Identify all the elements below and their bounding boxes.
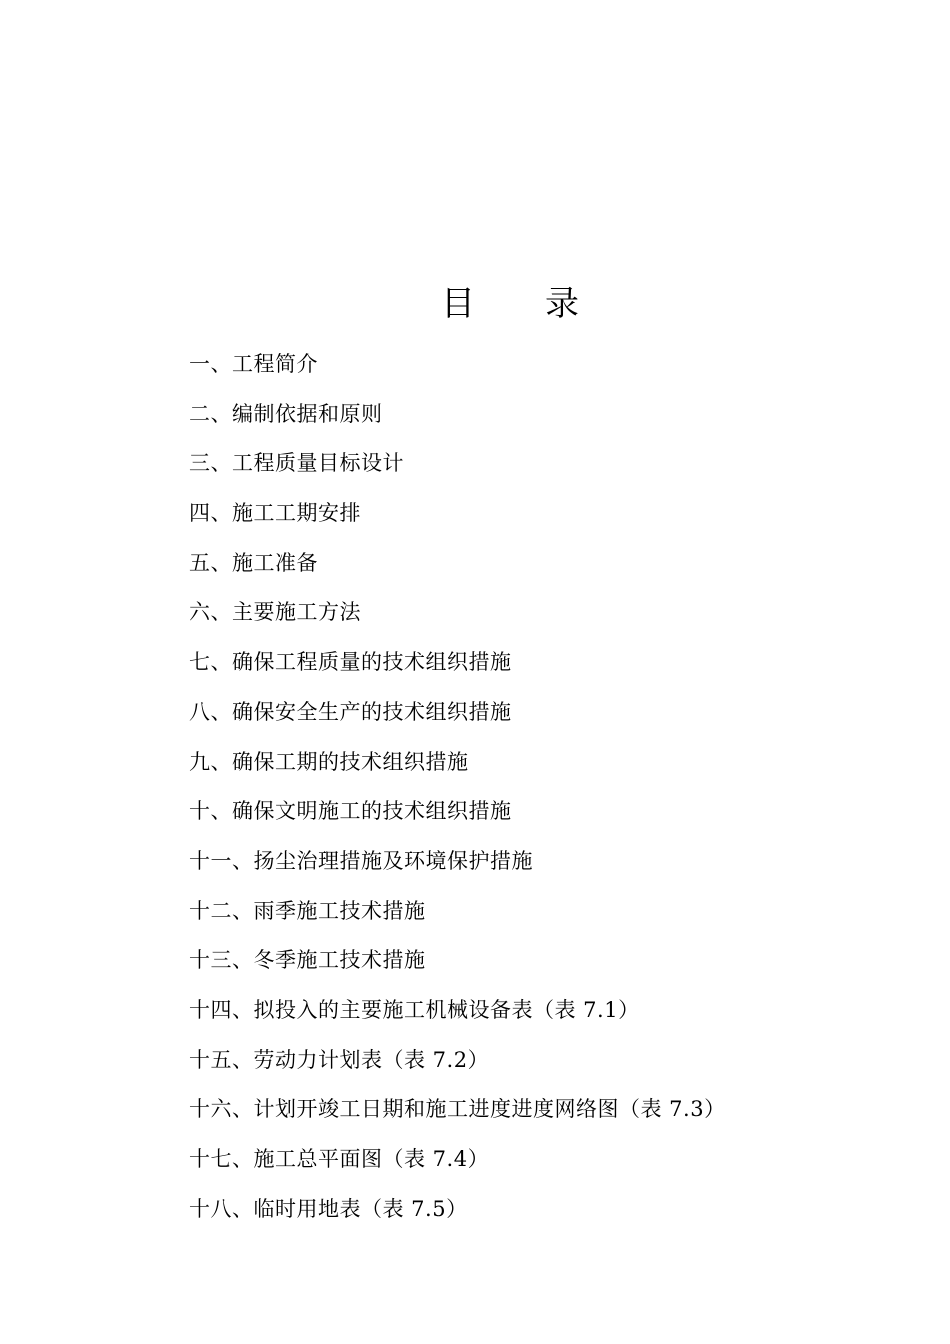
toc-item: 四、施工工期安排 [189,501,361,526]
toc-item: 三、工程质量目标设计 [189,451,404,476]
toc-title-char-1: 目 [441,284,475,324]
toc-item: 五、施工准备 [189,550,318,575]
toc-item: 九、确保工期的技术组织措施 [189,749,469,774]
toc-item: 十六、计划开竣工日期和施工进度进度网络图（表 7.3） [189,1097,726,1122]
toc-item: 七、确保工程质量的技术组织措施 [189,650,512,675]
toc-item: 十八、临时用地表（表 7.5） [189,1196,468,1221]
toc-item: 二、编制依据和原则 [189,401,383,426]
toc-item: 十七、施工总平面图（表 7.4） [189,1147,490,1171]
toc-item: 十五、劳动力计划表（表 7.2） [189,1047,490,1072]
toc-item: 八、确保安全生产的技术组织措施 [189,699,512,724]
toc-item: 十、确保文明施工的技术组织措施 [189,799,512,824]
toc-item: 六、主要施工方法 [189,600,361,625]
toc-list [189,344,889,1238]
toc-item: 十四、拟投入的主要施工机械设备表（表 7.1） [189,997,640,1022]
toc-item: 十三、冬季施工技术措施 [189,948,426,973]
toc-item: 一、工程简介 [189,352,318,376]
toc-item: 十二、雨季施工技术措施 [189,898,426,923]
toc-title-char-2: 录 [545,284,579,324]
toc-item: 十一、扬尘治理措施及环境保护措施 [189,848,533,873]
